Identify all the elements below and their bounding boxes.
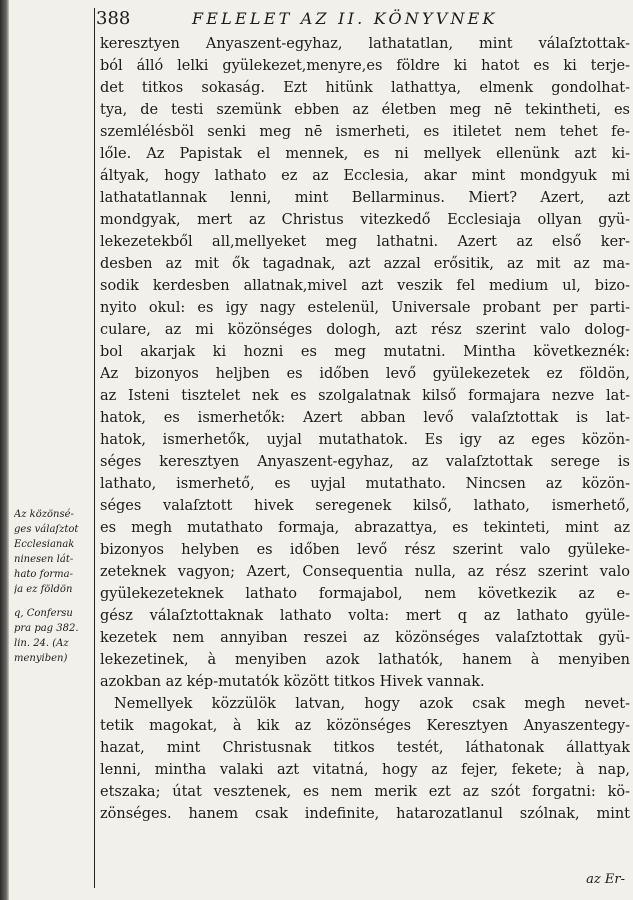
margin-note-line: ninesen lát-	[14, 554, 74, 565]
text-line: desben az mit ők tagadnak, azt azzal erősitik, az mit az ma-	[100, 256, 630, 272]
text-line: etszaka; útat vesztenek, es nem merik ezt az szót forgatni: kö-	[100, 784, 630, 800]
margin-notes	[14, 507, 94, 666]
text-line: gyülekezeteknek lathato formajabol, nem következik az e-	[100, 586, 630, 602]
page-header	[96, 6, 626, 30]
text-line: bol akarjak ki hozni es meg mutatni. Mintha következnék:	[100, 344, 630, 360]
text-line: culare, az mi közönséges dologh, azt rész szerint valo dolog-	[100, 322, 630, 338]
margin-note-line: q, Confersu	[14, 608, 73, 619]
note-gap	[14, 597, 94, 606]
text-line: zönséges. hanem csak indefinite, hatarozatlanul szólnak, mint	[100, 806, 630, 822]
margin-note-line: ges válaſztot	[14, 524, 79, 535]
margin-note-line: lin. 24. (Az	[14, 638, 69, 649]
text-line: lenni, mintha valaki azt vitatná, hogy az fejer, fekete; à nap,	[100, 762, 630, 778]
text-line: bizonyos helyben es időben levő rész szerint valo gyüleke-	[100, 542, 630, 558]
text-line: nyito okul: es igy nagy estelenül, Universale probant per parti-	[100, 300, 630, 316]
margin-note-line: Ecclesianak	[14, 539, 75, 550]
text-line: lőle. Az Papistak el mennek, es ni mellyek ellenünk azt ki-	[100, 146, 630, 162]
margin-note-line: ja ez földön	[14, 584, 73, 595]
margin-rule	[94, 8, 95, 888]
text-line: lathatatlannak lenni, mint Bellarminus. Miert? Azert, azt	[100, 190, 630, 206]
text-line: det titkos sokaság. Ezt hitünk lathattya, elmenk gondolhat-	[100, 80, 630, 96]
text-line: tya, de testi szemünk ebben az életben meg nē tekintheti, es	[100, 102, 630, 118]
text-line: lekezetinek, à menyiben azok lathatók, hanem à menyiben	[100, 652, 630, 668]
text-line: lathato, ismerhető, es uyjal mutathato. Nincsen az közön-	[100, 476, 630, 492]
text-line: áltyak, hogy lathato ez az Ecclesia, akar mint mondgyuk mi	[100, 168, 630, 184]
text-line: séges valaſztott hivek seregenek kilső, lathato, ismerhető,	[100, 498, 630, 514]
text-line: Az bizonyos heljben es időben levő gyülekezetek ez földön,	[100, 366, 630, 382]
text-line: sodik kerdesben allatnak,mivel azt veszik fel medium ul, bizo-	[100, 278, 630, 294]
text-line: lekezetekből all,mellyeket meg lathatni. Azert az első ker-	[100, 234, 630, 250]
text-line: kezetek nem annyiban reszei az közönséges valaſztottak gyü-	[100, 630, 630, 646]
margin-note-line: hato forma-	[14, 569, 73, 580]
page-number: 388	[96, 8, 131, 29]
margin-note-2	[14, 606, 94, 666]
text-line: hazat, mint Christusnak titkos testét, láthatonak állattyak	[100, 740, 630, 756]
page-binding-shadow	[0, 0, 9, 900]
margin-note-line: pra pag 382.	[14, 623, 79, 634]
margin-note-1	[14, 507, 94, 597]
text-line: azokban az kép-mutatók között titkos Hivek vannak.	[100, 674, 485, 690]
text-line: tetik magokat, à kik az közönséges Keresztyen Anyaszentegy-	[100, 718, 630, 734]
running-title: FELELET AZ II. KÖNYVNEK	[192, 9, 498, 28]
body-text	[100, 33, 630, 825]
margin-note-line: Az közönsé-	[14, 509, 74, 520]
text-line: keresztyen Anyaszent-egyhaz, lathatatlan, mint válaſztottak-	[100, 36, 630, 52]
text-line: es megh mutathato formaja, abrazattya, es tekinteti, mint az	[100, 520, 630, 536]
text-line: hatok, es ismerhetők: Azert abban levő valaſztottak is lat-	[100, 410, 630, 426]
text-line: hatok, ismerhetők, uyjal mutathatok. Es igy az eges közön-	[100, 432, 630, 448]
text-line: az Isteni tisztelet nek es szolgalatnak kilső formajara nezve lat-	[100, 388, 630, 404]
text-line: mondgyak, mert az Christus vitezkedő Ecclesiaja ollyan gyü-	[100, 212, 630, 228]
text-line: zeteknek vagyon; Azert, Consequentia nulla, az rész szerint valo	[100, 564, 630, 580]
text-line: séges keresztyen Anyaszent-egyhaz, az valaſztottak serege is	[100, 454, 630, 470]
catchword: az Er-	[586, 872, 625, 887]
text-line: ból álló lelki gyülekezet,menyre,es földre ki hatot es ki terje-	[100, 58, 630, 74]
text-line: szemlélésböl senki meg nē ismerheti, es itiletet nem tehet fe-	[100, 124, 630, 140]
margin-note-line: menyiben)	[14, 653, 68, 664]
text-line: Nemellyek közzülök latvan, hogy azok csak megh nevet-	[114, 696, 630, 712]
text-line: gész válaſztottaknak lathato volta: mert q az lathato gyüle-	[100, 608, 630, 624]
